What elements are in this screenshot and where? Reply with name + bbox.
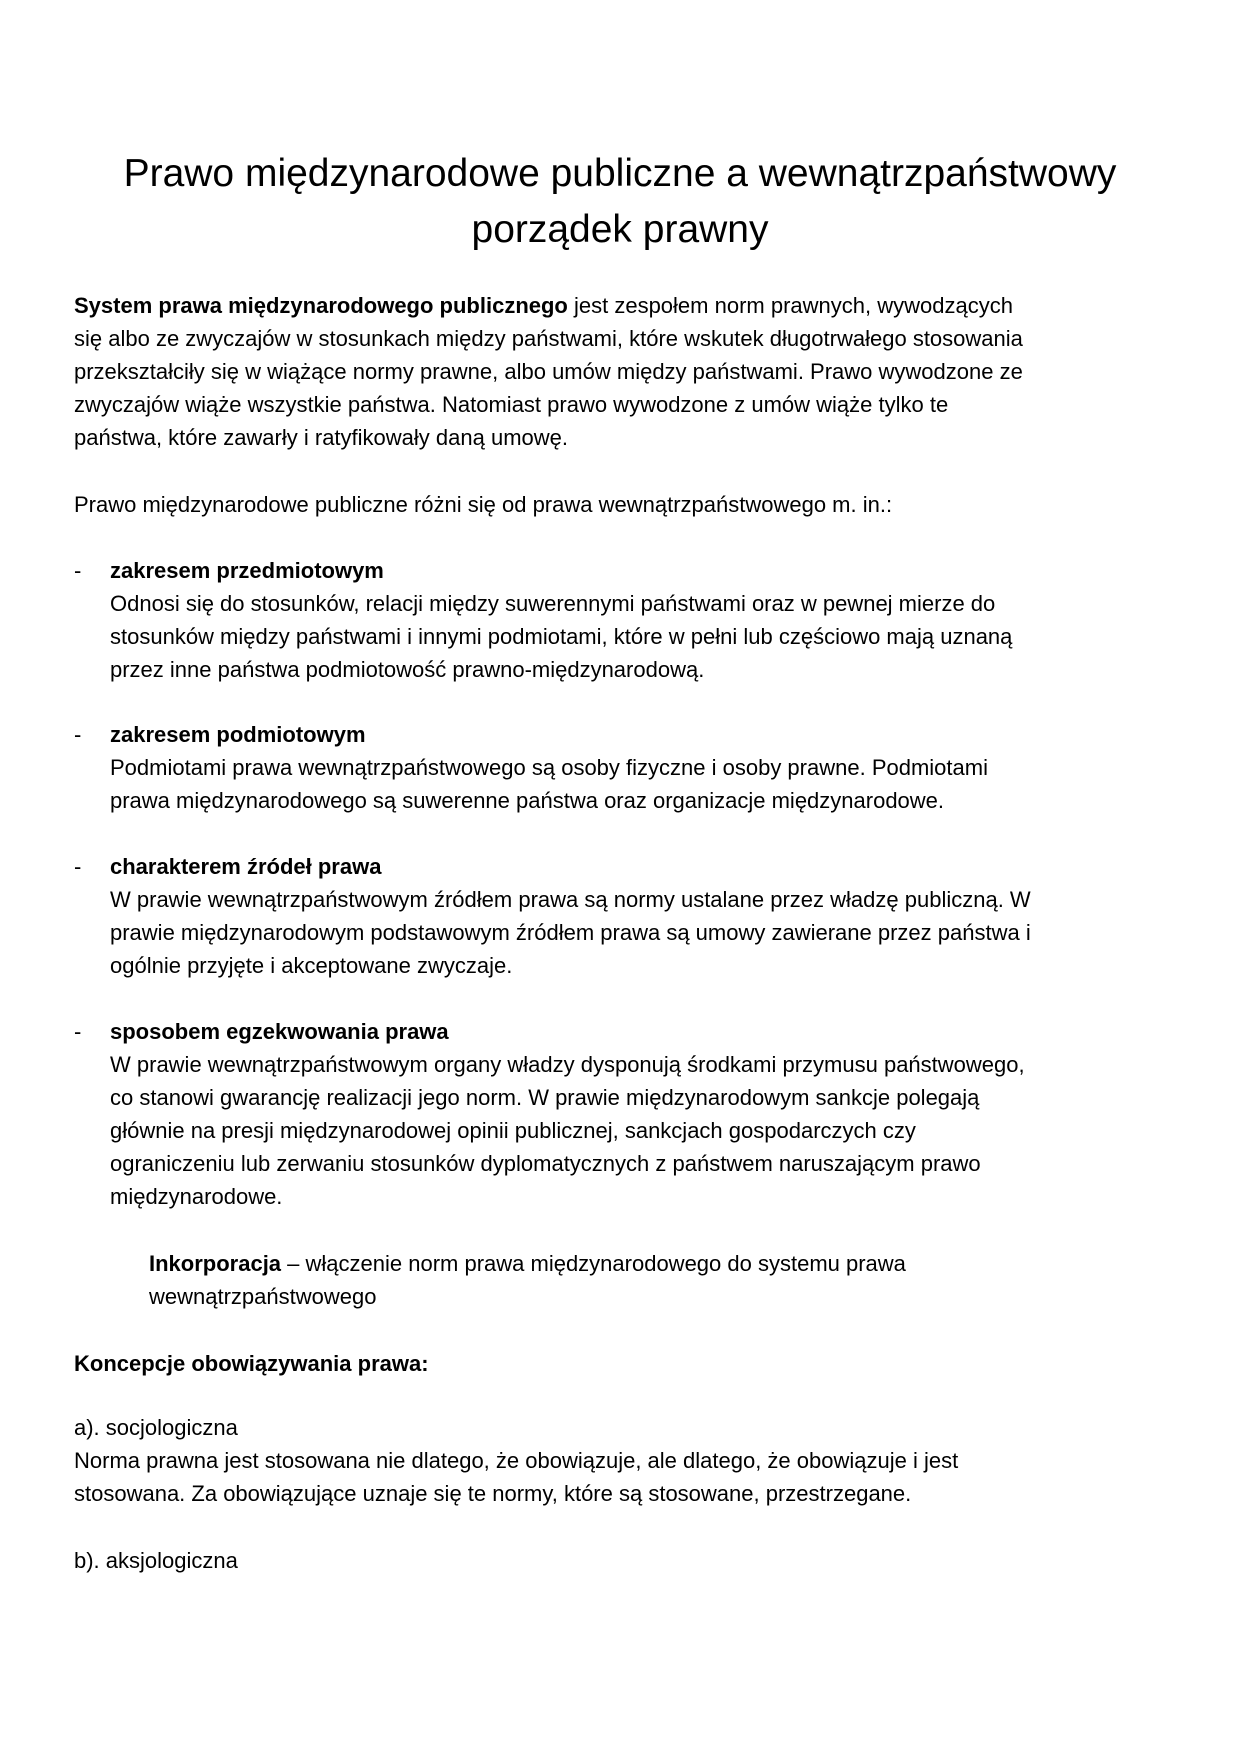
bullet-item [110,1015,1220,1213]
text-line: Odnosi się do stosunków, relacji między suwerennymi państwami oraz w pewnej mierze do [110,591,996,616]
intro-term: System prawa międzynarodowego publicznego [74,293,568,318]
incorporation-definition [149,1247,1240,1313]
bullet-dash: - [74,722,82,747]
text-line: międzynarodowe. [110,1184,283,1209]
text-line: przez inne państwa podmiotowość prawno-międzynarodową. [110,657,705,682]
bullet-heading: zakresem przedmiotowym [110,558,384,583]
text-line: państwa, które zawarły i ratyfikowały daną umowę. [74,425,568,450]
concept-label: b). aksjologiczna [74,1548,238,1573]
text-line: W prawie wewnątrzpaństwowym źródłem prawa są normy ustalane przez władzę publiczną. W [110,887,1031,912]
text-line: się albo ze zwyczajów w stosunkach między państwami, które wskutek długotrwałego stosowania [74,326,1023,351]
text-line: Norma prawna jest stosowana nie dlatego, że obowiązuje, ale dlatego, że obowiązuje i jest [74,1448,959,1473]
text-line: przekształciły się w wiążące normy prawne, albo umów między państwami. Prawo wywodzone ze [74,359,1023,384]
text-line: jest zespołem norm prawnych, wywodzących [567,293,1013,318]
intro-paragraph [74,289,1184,454]
bullet-heading: zakresem podmiotowym [110,722,366,747]
text-line: – włączenie norm prawa międzynarodowego do systemu prawa [281,1251,906,1276]
bullet-dash: - [74,558,82,583]
text-line: W prawie wewnątrzpaństwowym organy władzy dysponują środkami przymusu państwowego, [110,1052,1025,1077]
bullet-dash: - [74,1019,82,1044]
concept-a [74,1411,1184,1510]
text-line: stosowana. Za obowiązujące uznaje się te normy, które są stosowane, przestrzegane. [74,1481,912,1506]
text-line: stosunków między państwami i innymi podmiotami, które w pełni lub częściowo mają uznaną [110,624,1013,649]
text-line: prawie międzynarodowym podstawowym źródłem prawa są umowy zawierane przez państwa i [110,920,1031,945]
concept-label: a). socjologiczna [74,1415,238,1440]
text-line: ograniczeniu lub zerwaniu stosunków dyplomatycznych z państwem naruszającym prawo [110,1151,981,1176]
bullet-heading: sposobem egzekwowania prawa [110,1019,449,1044]
bullet-item [110,554,1220,686]
bullet-item [110,850,1220,982]
differs-paragraph: Prawo międzynarodowe publiczne różni się od prawa wewnątrzpaństwowego m. in.: [74,492,893,517]
text-line: Podmiotami prawa wewnątrzpaństwowego są osoby fizyczne i osoby prawne. Podmiotami [110,755,988,780]
concepts-heading [74,1347,1184,1380]
concept-b [74,1544,1184,1577]
concepts-heading-text: Koncepcje obowiązywania prawa: [74,1351,429,1376]
bullet-dash: - [74,854,82,879]
bullet-heading: charakterem źródeł prawa [110,854,382,879]
bullet-item [110,718,1220,817]
text-line: wewnątrzpaństwowego [149,1284,377,1309]
title-line: Prawo międzynarodowe publiczne a wewnątrzpaństwowy [123,152,1117,195]
document-title [0,146,1240,258]
text-line: głównie na presji międzynarodowej opinii publicznej, sankcjach gospodarczych czy [110,1118,916,1143]
title-line: porządek prawny [471,208,769,251]
incorporation-term: Inkorporacja [149,1251,282,1276]
text-line: prawa międzynarodowego są suwerenne państwa oraz organizacje międzynarodowe. [110,788,945,813]
text-line: co stanowi gwarancję realizacji jego norm. W prawie międzynarodowym sankcje polegają [110,1085,980,1110]
text-line: ogólnie przyjęte i akceptowane zwyczaje. [110,953,513,978]
text-line: zwyczajów wiąże wszystkie państwa. Natomiast prawo wywodzone z umów wiąże tylko te [74,392,949,417]
